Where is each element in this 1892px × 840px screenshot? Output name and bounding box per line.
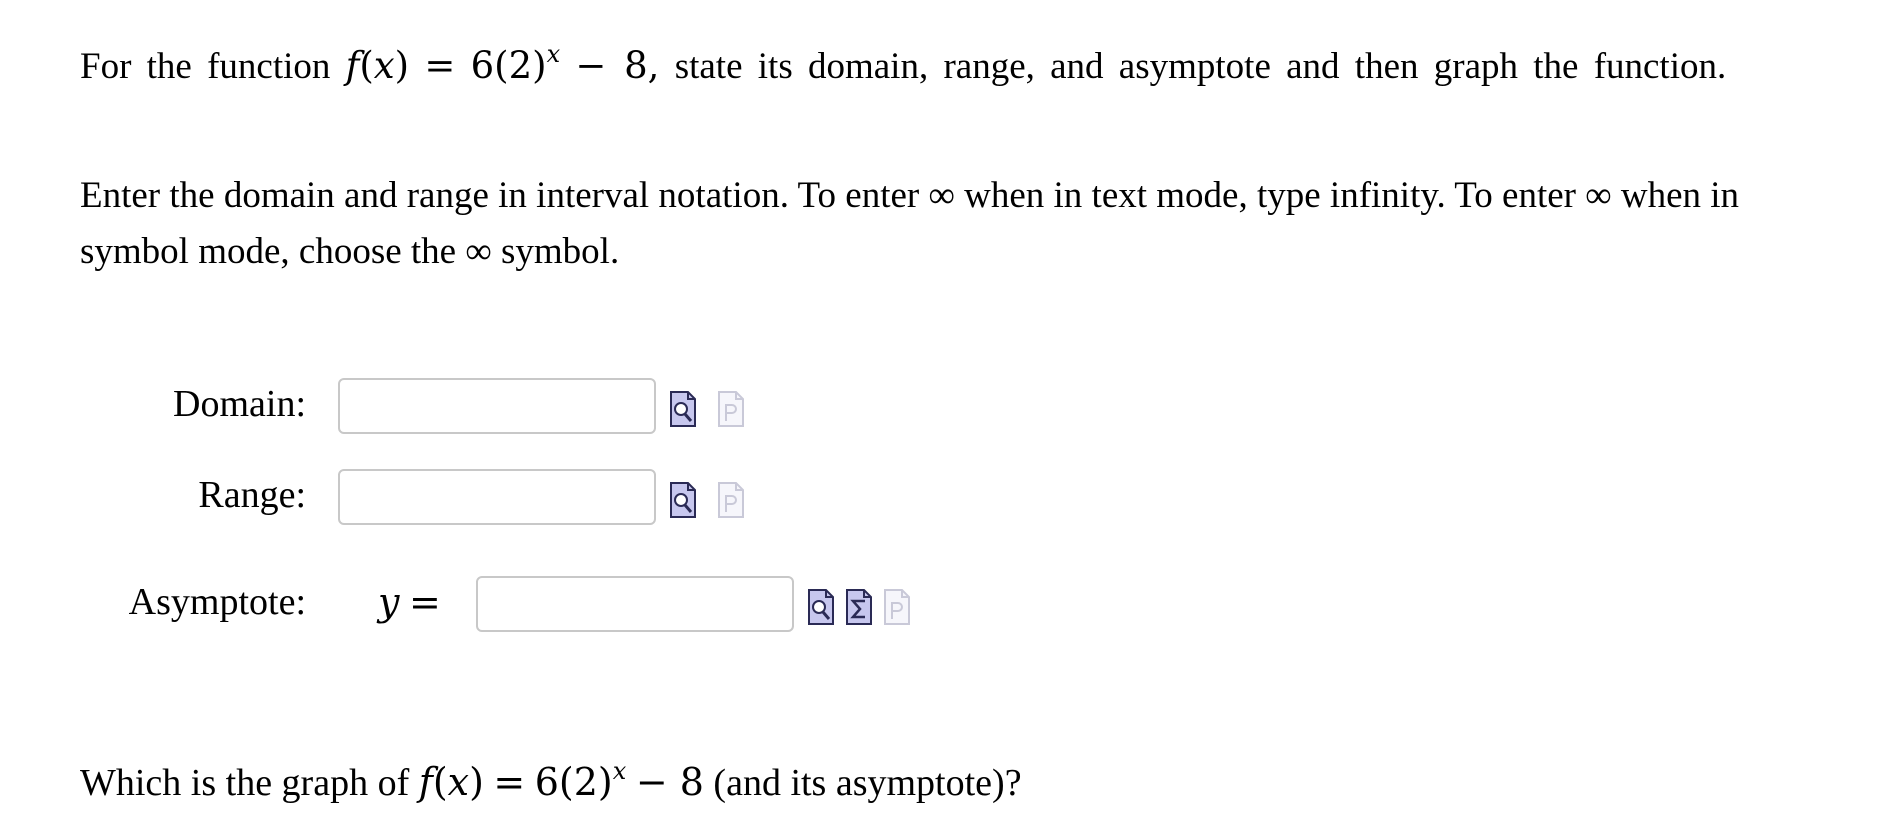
preview-icon[interactable] [670,482,696,518]
asymptote-label: Asymptote: [128,581,306,623]
asymptote-prefix [378,580,441,625]
graph-function-coefficient: 6(2) [534,760,613,804]
graph-function-exponent: x [612,757,627,785]
range-label: Range: [198,474,306,516]
domain-label: Domain: [173,383,306,425]
graph-function-variable: x [447,760,470,804]
graph-function-constant: − 8 [635,760,704,804]
paste-icon [884,589,910,625]
function-variable: x [373,44,395,87]
function-constant: − 8, [575,44,660,87]
equals-sign: = [424,44,456,87]
function-exponent: x [546,40,561,68]
asymptote-input[interactable] [476,576,794,632]
asymptote-variable: y [378,580,400,624]
statement-prefix: For the function [80,46,331,87]
paste-icon [718,391,744,427]
sigma-icon[interactable] [846,589,872,625]
domain-input[interactable] [338,378,656,434]
graph-question-suffix: (and its asymptote)? [713,762,1022,804]
graph-question: Which is the graph of $f(x) = 6(2)^x - 8$ (and its asymptote)? [80,757,1022,804]
graph-equals-sign: = [493,760,526,804]
statement-suffix: state its domain, range, and asymptote and then graph the function. [674,46,1727,87]
interval-instructions: Enter the domain and range in interval notation. To enter ∞ when in text mode, type infinity. To enter ∞ when in symbol mode, choose the ∞ symbol. [80,175,1740,272]
paste-icon [718,482,744,518]
preview-icon[interactable] [670,391,696,427]
preview-icon[interactable] [808,589,834,625]
graph-function-name: f [418,760,433,804]
range-input[interactable] [338,469,656,525]
graph-question-prefix: Which is the graph of [80,762,410,804]
function-name: f [345,44,360,87]
asymptote-equals: = [408,580,441,624]
problem-statement: For the function $f(x) = 6(2)^x - 8$, state its domain, range, and asymptote and then graph the function. [80,40,1727,87]
function-coefficient: 6(2) [470,44,547,87]
